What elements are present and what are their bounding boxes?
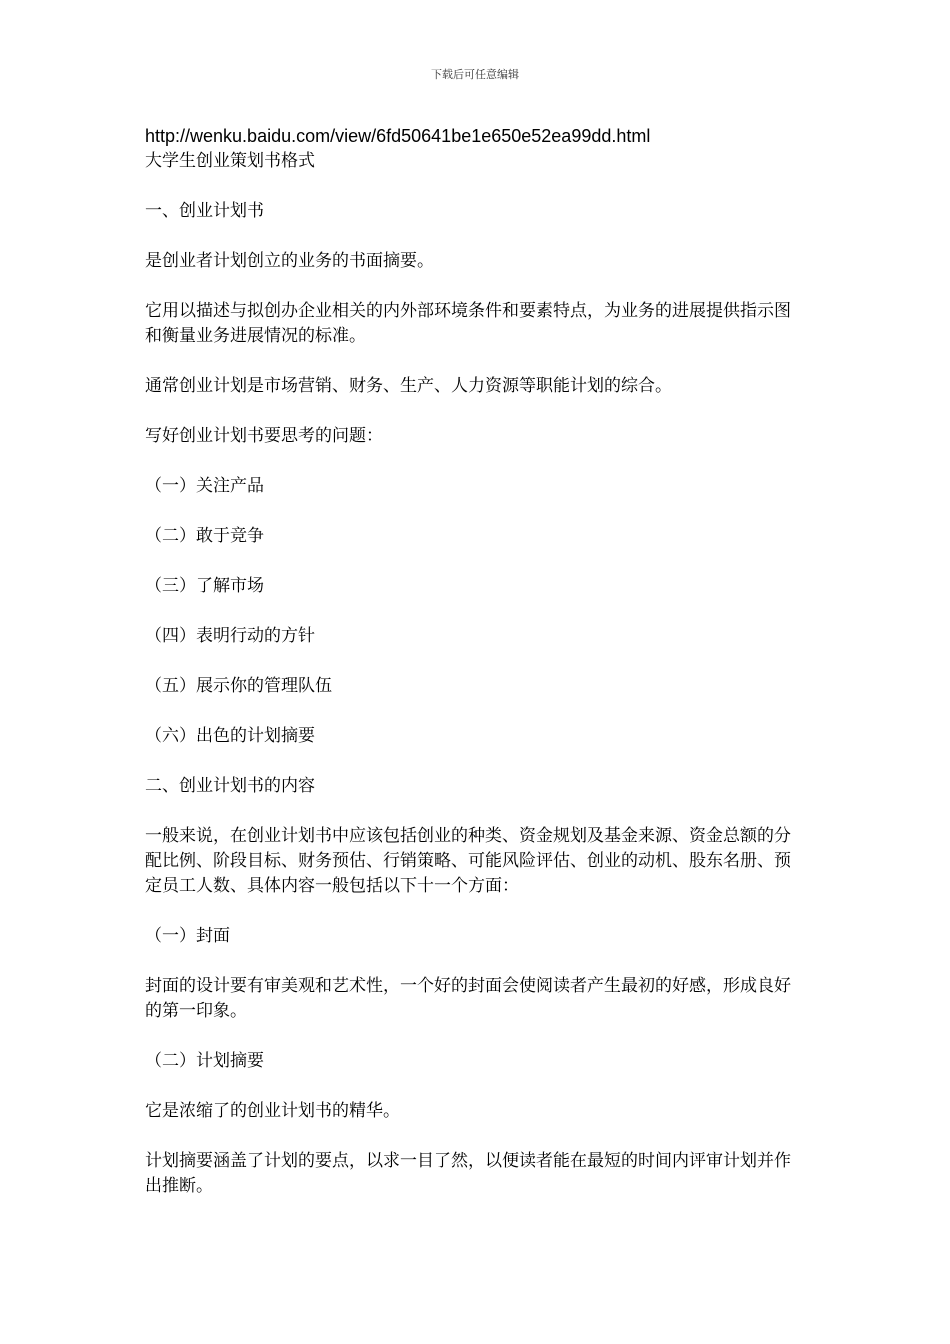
list-item: （三）了解市场 <box>145 576 264 596</box>
list-item: （二）敢于竞争 <box>145 526 264 546</box>
header-note: 下载后可任意编辑 <box>431 68 519 81</box>
list-item: （五）展示你的管理队伍 <box>145 676 332 696</box>
list-item: （四）表明行动的方针 <box>145 626 315 646</box>
list-item: （一）关注产品 <box>145 476 264 496</box>
subheading: （一）封面 <box>145 926 230 946</box>
section-heading-2: 二、创业计划书的内容 <box>145 776 315 796</box>
document-url: http://wenku.baidu.com/view/6fd50641be1e650e52ea99dd.html <box>145 126 651 146</box>
paragraph: 它是浓缩了的创业计划书的精华。 <box>145 1101 400 1121</box>
paragraph: 通常创业计划是市场营销、财务、生产、人力资源等职能计划的综合。 <box>145 376 672 396</box>
document-body <box>145 124 805 1199</box>
subheading: （二）计划摘要 <box>145 1051 264 1071</box>
paragraph: 它用以描述与拟创办企业相关的内外部环境条件和要素特点，为业务的进展提供指示图和衡量业务进展情况的标准。 <box>145 301 791 346</box>
section-heading-1: 一、创业计划书 <box>145 201 264 221</box>
list-item: （六）出色的计划摘要 <box>145 726 315 746</box>
paragraph: 封面的设计要有审美观和艺术性，一个好的封面会使阅读者产生最初的好感，形成良好的第一印象。 <box>145 976 791 1021</box>
paragraph: 计划摘要涵盖了计划的要点，以求一目了然，以便读者能在最短的时间内评审计划并作出推断。 <box>145 1151 791 1196</box>
document-title: 大学生创业策划书格式 <box>145 151 315 171</box>
paragraph: 一般来说，在创业计划书中应该包括创业的种类、资金规划及基金来源、资金总额的分配比例、阶段目标、财务预估、行销策略、可能风险评估、创业的动机、股东名册、预定员工人数、具体内容一般包括以下十一个方面： <box>145 826 791 896</box>
paragraph: 是创业者计划创立的业务的书面摘要。 <box>145 251 434 271</box>
paragraph: 写好创业计划书要思考的问题： <box>145 426 383 446</box>
